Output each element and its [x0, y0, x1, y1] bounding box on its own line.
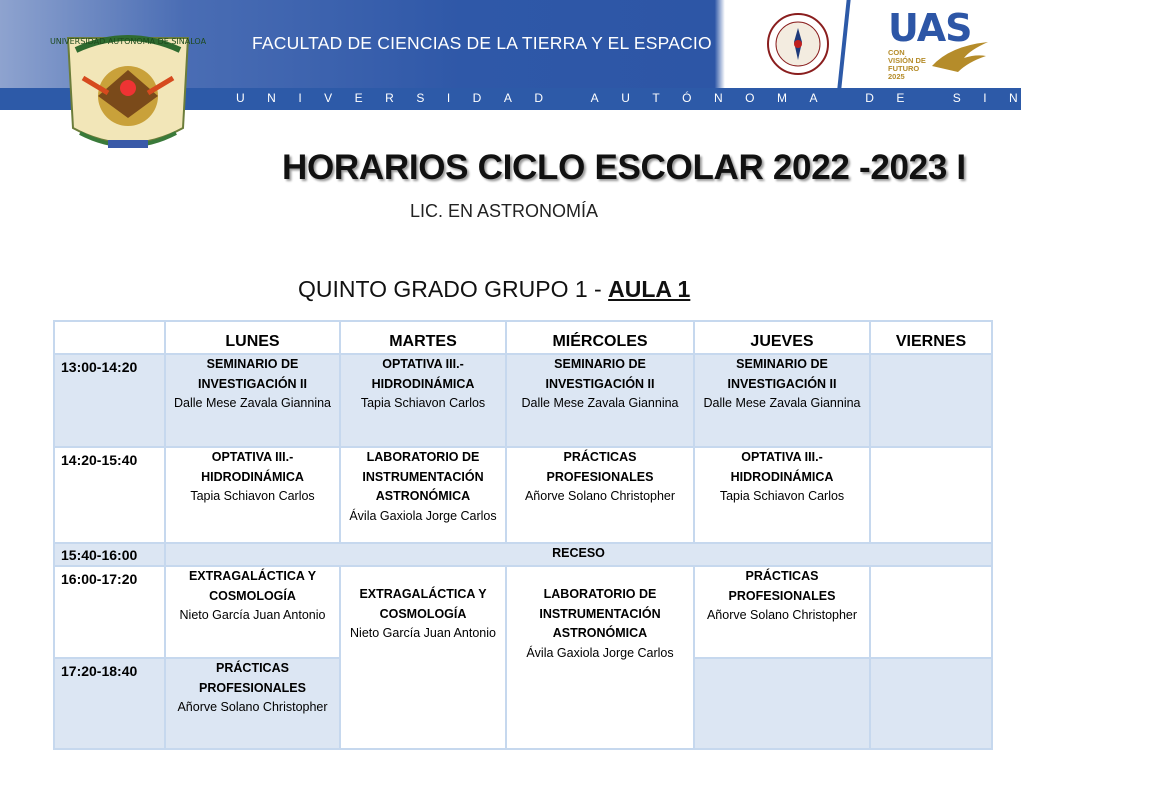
corner-cell	[53, 320, 166, 355]
class-cell	[164, 353, 341, 448]
subject-name: PRÁCTICAS PROFESIONALES	[199, 661, 306, 695]
day-header: VIERNES	[869, 320, 993, 355]
class-cell	[339, 565, 507, 750]
teacher-name: Tapia Schiavon Carlos	[360, 396, 486, 410]
teacher-name: Dalle Mese Zavala Giannina	[521, 396, 679, 410]
class-cell	[693, 565, 871, 659]
class-cell	[339, 353, 507, 448]
subject-name: SEMINARIO DE INVESTIGACIÓN II	[545, 357, 655, 391]
empty-cell	[869, 657, 993, 750]
page-title: HORARIOS CICLO ESCOLAR 2022 -2023 I	[282, 148, 966, 187]
day-header: LUNES	[164, 320, 341, 355]
faculty-title: FACULTAD DE CIENCIAS DE LA TIERRA Y EL ESPACIO	[252, 33, 712, 53]
eagle-wing-icon	[930, 36, 990, 76]
class-cell	[164, 657, 341, 750]
teacher-name: Nieto García Juan Antonio	[179, 608, 326, 622]
subject-name: OPTATIVA III.- HIDRODINÁMICA	[201, 450, 304, 484]
break-row: RECESO	[164, 542, 993, 567]
time-slot: 16:00-17:20	[53, 565, 166, 659]
teacher-name: Añorve Solano Christopher	[177, 700, 328, 714]
group-title	[298, 276, 690, 303]
teacher-name: Tapia Schiavon Carlos	[719, 489, 845, 503]
empty-cell	[869, 353, 993, 448]
class-cell	[505, 565, 695, 750]
teacher-name: Dalle Mese Zavala Giannina	[703, 396, 861, 410]
teacher-name: Nieto García Juan Antonio	[350, 626, 496, 640]
teacher-name: Añorve Solano Christopher	[524, 489, 676, 503]
time-slot: 13:00-14:20	[53, 353, 166, 448]
teacher-name: Tapia Schiavon Carlos	[190, 489, 315, 503]
class-cell	[505, 353, 695, 448]
subject-name: LABORATORIO DE INSTRUMENTACIÓN ASTRONÓMICA	[362, 450, 484, 503]
teacher-name: Ávila Gaxiola Jorge Carlos	[349, 508, 497, 523]
day-header: JUEVES	[693, 320, 871, 355]
group-label: QUINTO GRADO GRUPO 1 -	[298, 276, 609, 302]
class-cell	[693, 446, 871, 544]
university-crest-logo	[49, 8, 207, 176]
empty-cell	[869, 446, 993, 544]
faculty-seal-logo	[765, 8, 831, 80]
time-slot: 17:20-18:40	[53, 657, 166, 750]
uas-logo-subtitle: CON VISIÓN DE FUTURO 2025	[888, 48, 926, 81]
class-cell	[164, 446, 341, 544]
crest-lettering: UNIVERSIDAD AUTONOMA DE SINALOA	[49, 37, 207, 46]
teacher-name: Ávila Gaxiola Jorge Carlos	[526, 645, 674, 660]
subject-name: EXTRAGALÁCTICA Y COSMOLOGÍA	[359, 587, 487, 621]
teacher-name: Añorve Solano Christopher	[706, 608, 858, 622]
class-cell	[505, 446, 695, 544]
subject-name: OPTATIVA III.- HIDRODINÁMICA	[730, 450, 834, 484]
empty-cell	[869, 565, 993, 659]
day-header: MIÉRCOLES	[505, 320, 695, 355]
subject-name: SEMINARIO DE INVESTIGACIÓN II	[727, 357, 837, 391]
class-cell	[339, 446, 507, 544]
room-label: AULA 1	[608, 276, 691, 302]
university-name: UNIVERSIDAD AUTÓNOMA DE SINALOA	[236, 91, 1162, 105]
subject-name: SEMINARIO DE INVESTIGACIÓN II	[197, 357, 308, 391]
empty-cell	[693, 657, 871, 750]
teacher-name: Dalle Mese Zavala Giannina	[173, 396, 332, 410]
day-header: MARTES	[339, 320, 507, 355]
uas-logo-text: UAS	[888, 6, 972, 50]
subject-name: PRÁCTICAS PROFESIONALES	[728, 569, 836, 603]
subject-name: EXTRAGALÁCTICA Y COSMOLOGÍA	[188, 569, 317, 603]
subject-name: OPTATIVA III.- HIDRODINÁMICA	[371, 357, 475, 391]
program-name: LIC. EN ASTRONOMÍA	[410, 201, 599, 221]
class-cell	[164, 565, 341, 659]
time-slot: 14:20-15:40	[53, 446, 166, 544]
subject-name: LABORATORIO DE INSTRUMENTACIÓN ASTRONÓMICA	[539, 587, 661, 640]
class-cell	[693, 353, 871, 448]
time-slot: 15:40-16:00	[53, 542, 166, 567]
subject-name: PRÁCTICAS PROFESIONALES	[546, 450, 654, 484]
